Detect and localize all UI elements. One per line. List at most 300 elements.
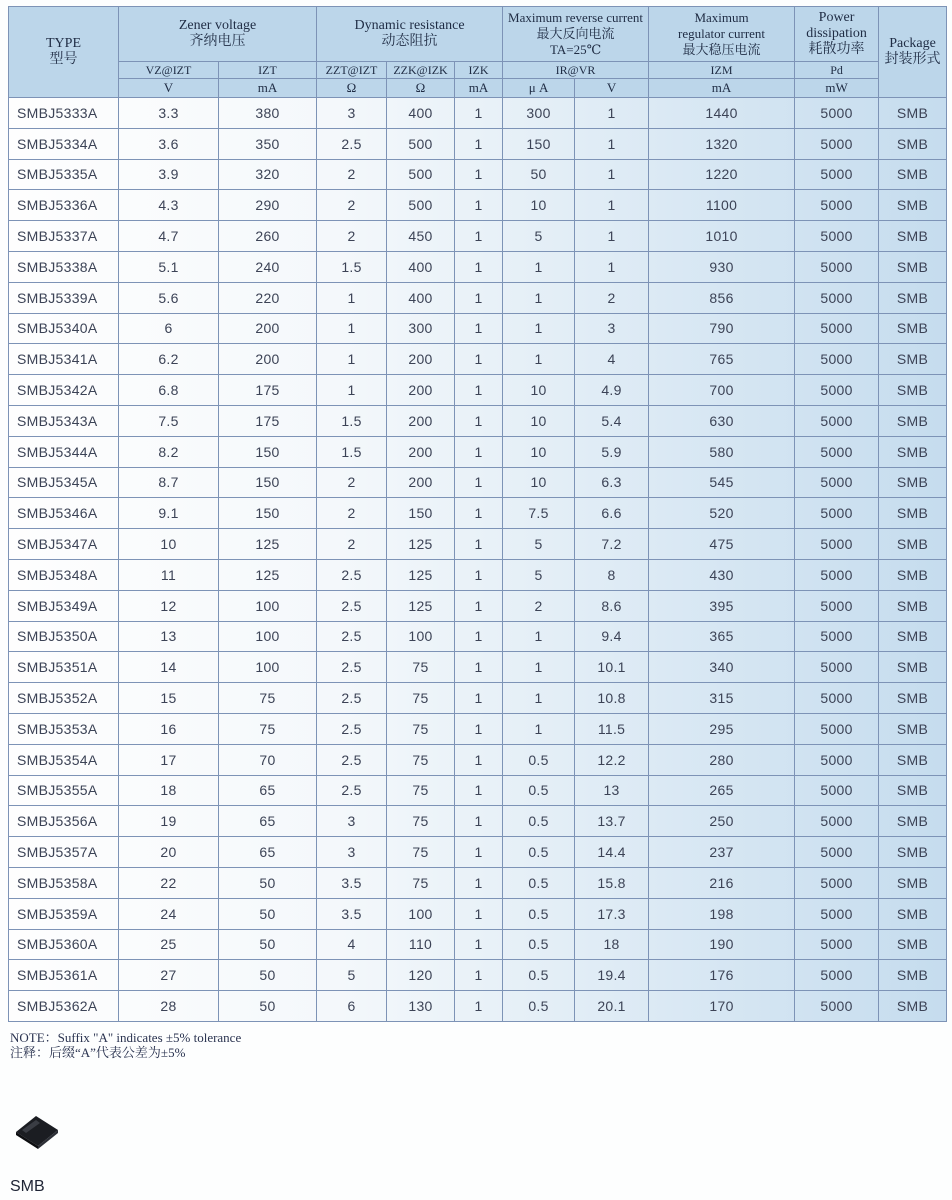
type-header xyxy=(9,7,119,98)
value-cell: 1 xyxy=(455,529,503,560)
value-cell: 16 xyxy=(119,713,219,744)
value-cell: 15 xyxy=(119,683,219,714)
table-row xyxy=(9,282,947,313)
dynamic-resistance-cn: 动态阻抗 xyxy=(381,34,438,49)
value-cell: 1 xyxy=(455,837,503,868)
value-cell: 100 xyxy=(219,590,317,621)
value-cell: 5000 xyxy=(795,837,879,868)
param-header: Pd xyxy=(795,62,879,79)
type-cell: SMBJ5345A xyxy=(9,467,119,498)
value-cell: 10 xyxy=(119,529,219,560)
value-cell: 190 xyxy=(649,929,795,960)
table-row xyxy=(9,221,947,252)
value-cell: 400 xyxy=(387,98,455,129)
value-cell: 520 xyxy=(649,498,795,529)
max-regulator-current-en2: regulator current xyxy=(678,26,766,41)
package-header xyxy=(879,7,947,98)
value-cell: 150 xyxy=(219,498,317,529)
value-cell: 1 xyxy=(455,806,503,837)
value-cell: 75 xyxy=(219,683,317,714)
value-cell: SMB xyxy=(879,867,947,898)
value-cell: 1 xyxy=(455,590,503,621)
value-cell: 13.7 xyxy=(575,806,649,837)
type-cell: SMBJ5362A xyxy=(9,991,119,1022)
value-cell: 75 xyxy=(387,806,455,837)
value-cell: 75 xyxy=(387,837,455,868)
value-cell: 5000 xyxy=(795,590,879,621)
value-cell: 2.5 xyxy=(317,652,387,683)
value-cell: 75 xyxy=(387,867,455,898)
value-cell: 5.6 xyxy=(119,282,219,313)
value-cell: 198 xyxy=(649,898,795,929)
table-row xyxy=(9,867,947,898)
value-cell: 19.4 xyxy=(575,960,649,991)
value-cell: SMB xyxy=(879,683,947,714)
value-cell: 1 xyxy=(455,98,503,129)
value-cell: 7.2 xyxy=(575,529,649,560)
type-cell: SMBJ5338A xyxy=(9,251,119,282)
table-row xyxy=(9,713,947,744)
value-cell: 0.5 xyxy=(503,806,575,837)
value-cell: SMB xyxy=(879,498,947,529)
value-cell: 790 xyxy=(649,313,795,344)
value-cell: 1 xyxy=(455,344,503,375)
value-cell: 5000 xyxy=(795,529,879,560)
value-cell: 1 xyxy=(455,498,503,529)
value-cell: 2 xyxy=(317,529,387,560)
value-cell: 3.6 xyxy=(119,128,219,159)
dynamic-resistance-en: Dynamic resistance xyxy=(354,18,465,33)
table-header xyxy=(9,7,947,98)
unit-header: mA xyxy=(455,79,503,98)
value-cell: 5000 xyxy=(795,375,879,406)
value-cell: 20 xyxy=(119,837,219,868)
value-cell: 5000 xyxy=(795,467,879,498)
value-cell: 200 xyxy=(387,436,455,467)
type-cell: SMBJ5346A xyxy=(9,498,119,529)
value-cell: 1 xyxy=(455,713,503,744)
table-row xyxy=(9,929,947,960)
value-cell: 10 xyxy=(503,375,575,406)
value-cell: 18 xyxy=(119,775,219,806)
value-cell: SMB xyxy=(879,991,947,1022)
value-cell: 500 xyxy=(387,190,455,221)
value-cell: 5000 xyxy=(795,713,879,744)
type-cell: SMBJ5359A xyxy=(9,898,119,929)
table-row xyxy=(9,775,947,806)
value-cell: 3.5 xyxy=(317,867,387,898)
zener-spec-table xyxy=(8,6,947,1022)
value-cell: 200 xyxy=(387,467,455,498)
value-cell: 400 xyxy=(387,282,455,313)
value-cell: SMB xyxy=(879,159,947,190)
value-cell: 1 xyxy=(455,867,503,898)
value-cell: 1010 xyxy=(649,221,795,252)
value-cell: SMB xyxy=(879,282,947,313)
type-cell: SMBJ5353A xyxy=(9,713,119,744)
value-cell: 28 xyxy=(119,991,219,1022)
value-cell: 3.3 xyxy=(119,98,219,129)
value-cell: 6 xyxy=(119,313,219,344)
value-cell: 10 xyxy=(503,405,575,436)
value-cell: 125 xyxy=(219,529,317,560)
value-cell: 125 xyxy=(387,590,455,621)
value-cell: 216 xyxy=(649,867,795,898)
type-cell: SMBJ5336A xyxy=(9,190,119,221)
value-cell: SMB xyxy=(879,98,947,129)
value-cell: 1 xyxy=(503,313,575,344)
value-cell: 5 xyxy=(503,559,575,590)
value-cell: 1 xyxy=(317,375,387,406)
value-cell: 6 xyxy=(317,991,387,1022)
table-row xyxy=(9,313,947,344)
power-dissipation-en2: dissipation xyxy=(806,26,867,41)
note-en: NOTE：Suffix "A" indicates ±5% tolerance xyxy=(10,1030,242,1045)
value-cell: 9.1 xyxy=(119,498,219,529)
value-cell: 350 xyxy=(219,128,317,159)
value-cell: 65 xyxy=(219,837,317,868)
param-header: IR@VR xyxy=(503,62,649,79)
value-cell: 3 xyxy=(317,98,387,129)
value-cell: 50 xyxy=(219,960,317,991)
table-row xyxy=(9,375,947,406)
unit-header: mW xyxy=(795,79,879,98)
value-cell: 200 xyxy=(219,344,317,375)
zener-voltage-header xyxy=(119,7,317,62)
value-cell: 1 xyxy=(317,313,387,344)
value-cell: 7.5 xyxy=(503,498,575,529)
value-cell: 150 xyxy=(387,498,455,529)
value-cell: 2 xyxy=(317,190,387,221)
type-cell: SMBJ5340A xyxy=(9,313,119,344)
value-cell: 75 xyxy=(387,775,455,806)
value-cell: 5 xyxy=(317,960,387,991)
value-cell: 75 xyxy=(387,713,455,744)
type-cell: SMBJ5351A xyxy=(9,652,119,683)
value-cell: 175 xyxy=(219,375,317,406)
type-cell: SMBJ5356A xyxy=(9,806,119,837)
unit-header: V xyxy=(575,79,649,98)
value-cell: 4.3 xyxy=(119,190,219,221)
value-cell: 400 xyxy=(387,251,455,282)
table-row xyxy=(9,498,947,529)
value-cell: 1 xyxy=(575,251,649,282)
value-cell: 5000 xyxy=(795,960,879,991)
value-cell: SMB xyxy=(879,375,947,406)
value-cell: 5000 xyxy=(795,282,879,313)
max-reverse-current-en: Maximum reverse current xyxy=(508,10,644,25)
table-row xyxy=(9,190,947,221)
value-cell: 500 xyxy=(387,159,455,190)
value-cell: 1 xyxy=(503,282,575,313)
value-cell: 1.5 xyxy=(317,405,387,436)
value-cell: 1 xyxy=(455,929,503,960)
value-cell: 1 xyxy=(455,621,503,652)
value-cell: 1 xyxy=(455,436,503,467)
param-header: IZM xyxy=(649,62,795,79)
value-cell: 765 xyxy=(649,344,795,375)
value-cell: 3.5 xyxy=(317,898,387,929)
value-cell: 3.9 xyxy=(119,159,219,190)
value-cell: 0.5 xyxy=(503,867,575,898)
value-cell: 175 xyxy=(219,405,317,436)
value-cell: SMB xyxy=(879,128,947,159)
value-cell: 1 xyxy=(455,405,503,436)
value-cell: 1 xyxy=(503,344,575,375)
note-cn: 注释：后缀“A”代表公差为±5% xyxy=(10,1045,186,1060)
type-cell: SMBJ5358A xyxy=(9,867,119,898)
value-cell: 1 xyxy=(575,190,649,221)
value-cell: 10 xyxy=(503,436,575,467)
max-regulator-current-en1: Maximum xyxy=(694,10,749,25)
value-cell: 8.2 xyxy=(119,436,219,467)
value-cell: 4.7 xyxy=(119,221,219,252)
value-cell: 5000 xyxy=(795,867,879,898)
value-cell: 1 xyxy=(455,313,503,344)
value-cell: 75 xyxy=(387,683,455,714)
value-cell: 1320 xyxy=(649,128,795,159)
table-body xyxy=(9,98,947,1022)
value-cell: 2 xyxy=(575,282,649,313)
value-cell: 5000 xyxy=(795,405,879,436)
value-cell: SMB xyxy=(879,405,947,436)
value-cell: 10.1 xyxy=(575,652,649,683)
value-cell: 1 xyxy=(455,221,503,252)
value-cell: 12.2 xyxy=(575,744,649,775)
package-header-en: Package xyxy=(889,36,936,51)
value-cell: 5000 xyxy=(795,744,879,775)
value-cell: 1.5 xyxy=(317,436,387,467)
value-cell: 125 xyxy=(219,559,317,590)
value-cell: SMB xyxy=(879,960,947,991)
value-cell: 1 xyxy=(503,652,575,683)
value-cell: 2 xyxy=(503,590,575,621)
value-cell: 130 xyxy=(387,991,455,1022)
value-cell: 6.3 xyxy=(575,467,649,498)
tolerance-note xyxy=(10,1030,241,1060)
table-row xyxy=(9,590,947,621)
value-cell: 50 xyxy=(219,898,317,929)
power-dissipation-header xyxy=(795,7,879,62)
value-cell: 100 xyxy=(387,898,455,929)
value-cell: 50 xyxy=(219,929,317,960)
value-cell: 200 xyxy=(387,375,455,406)
value-cell: 1 xyxy=(455,991,503,1022)
value-cell: 580 xyxy=(649,436,795,467)
value-cell: 500 xyxy=(387,128,455,159)
value-cell: SMB xyxy=(879,344,947,375)
value-cell: 5000 xyxy=(795,929,879,960)
value-cell: 2.5 xyxy=(317,775,387,806)
value-cell: 100 xyxy=(219,652,317,683)
value-cell: 1 xyxy=(455,559,503,590)
value-cell: 475 xyxy=(649,529,795,560)
table-row xyxy=(9,344,947,375)
value-cell: 1 xyxy=(317,344,387,375)
dynamic-resistance-header xyxy=(317,7,503,62)
value-cell: 380 xyxy=(219,98,317,129)
value-cell: 0.5 xyxy=(503,744,575,775)
type-header-en: TYPE xyxy=(46,36,81,51)
value-cell: 1 xyxy=(455,375,503,406)
value-cell: 2 xyxy=(317,467,387,498)
param-header: ZZK@IZK xyxy=(387,62,455,79)
param-header: ZZT@IZT xyxy=(317,62,387,79)
value-cell: 1 xyxy=(455,190,503,221)
value-cell: 365 xyxy=(649,621,795,652)
value-cell: 10 xyxy=(503,190,575,221)
value-cell: 545 xyxy=(649,467,795,498)
value-cell: 5000 xyxy=(795,991,879,1022)
value-cell: 2.5 xyxy=(317,590,387,621)
value-cell: 265 xyxy=(649,775,795,806)
value-cell: SMB xyxy=(879,529,947,560)
value-cell: 700 xyxy=(649,375,795,406)
value-cell: 5000 xyxy=(795,436,879,467)
value-cell: 4 xyxy=(575,344,649,375)
type-cell: SMBJ5339A xyxy=(9,282,119,313)
value-cell: 5000 xyxy=(795,683,879,714)
value-cell: 295 xyxy=(649,713,795,744)
value-cell: 6.6 xyxy=(575,498,649,529)
value-cell: 13 xyxy=(119,621,219,652)
type-cell: SMBJ5352A xyxy=(9,683,119,714)
table-row xyxy=(9,621,947,652)
value-cell: 0.5 xyxy=(503,837,575,868)
value-cell: 200 xyxy=(219,313,317,344)
unit-header: V xyxy=(119,79,219,98)
value-cell: 395 xyxy=(649,590,795,621)
value-cell: 15.8 xyxy=(575,867,649,898)
value-cell: SMB xyxy=(879,652,947,683)
value-cell: 200 xyxy=(387,344,455,375)
param-header: VZ@IZT xyxy=(119,62,219,79)
value-cell: SMB xyxy=(879,221,947,252)
value-cell: 1 xyxy=(455,744,503,775)
type-cell: SMBJ5333A xyxy=(9,98,119,129)
value-cell: 2 xyxy=(317,221,387,252)
value-cell: 2.5 xyxy=(317,128,387,159)
value-cell: SMB xyxy=(879,251,947,282)
value-cell: 2.5 xyxy=(317,744,387,775)
value-cell: 5000 xyxy=(795,190,879,221)
value-cell: 1 xyxy=(503,683,575,714)
value-cell: 0.5 xyxy=(503,929,575,960)
value-cell: 65 xyxy=(219,806,317,837)
package-label: SMB xyxy=(10,1178,45,1195)
type-cell: SMBJ5349A xyxy=(9,590,119,621)
value-cell: 2 xyxy=(317,498,387,529)
table-row xyxy=(9,991,947,1022)
type-cell: SMBJ5334A xyxy=(9,128,119,159)
value-cell: 2 xyxy=(317,159,387,190)
value-cell: 1 xyxy=(455,251,503,282)
unit-header: mA xyxy=(219,79,317,98)
type-cell: SMBJ5355A xyxy=(9,775,119,806)
value-cell: 1 xyxy=(455,652,503,683)
table-row xyxy=(9,159,947,190)
value-cell: SMB xyxy=(879,467,947,498)
value-cell: 280 xyxy=(649,744,795,775)
table-row xyxy=(9,467,947,498)
value-cell: 14 xyxy=(119,652,219,683)
value-cell: 3 xyxy=(317,806,387,837)
value-cell: 290 xyxy=(219,190,317,221)
max-regulator-current-header xyxy=(649,7,795,62)
type-cell: SMBJ5357A xyxy=(9,837,119,868)
value-cell: 3 xyxy=(317,837,387,868)
value-cell: 1 xyxy=(503,621,575,652)
value-cell: 315 xyxy=(649,683,795,714)
zener-voltage-cn: 齐纳电压 xyxy=(189,34,246,49)
value-cell: 450 xyxy=(387,221,455,252)
value-cell: 5000 xyxy=(795,251,879,282)
value-cell: 5000 xyxy=(795,221,879,252)
value-cell: 1 xyxy=(575,221,649,252)
table-row xyxy=(9,529,947,560)
value-cell: 50 xyxy=(219,867,317,898)
value-cell: 100 xyxy=(219,621,317,652)
table-row xyxy=(9,98,947,129)
value-cell: 220 xyxy=(219,282,317,313)
value-cell: 100 xyxy=(387,621,455,652)
value-cell: 1 xyxy=(455,683,503,714)
unit-header: μ A xyxy=(503,79,575,98)
value-cell: 70 xyxy=(219,744,317,775)
value-cell: SMB xyxy=(879,898,947,929)
value-cell: 13 xyxy=(575,775,649,806)
value-cell: 250 xyxy=(649,806,795,837)
value-cell: 5000 xyxy=(795,898,879,929)
value-cell: 1 xyxy=(503,713,575,744)
max-regulator-current-cn: 最大稳压电流 xyxy=(682,42,761,57)
value-cell: 1 xyxy=(455,898,503,929)
power-dissipation-cn: 耗散功率 xyxy=(808,42,865,57)
value-cell: 150 xyxy=(503,128,575,159)
value-cell: 75 xyxy=(219,713,317,744)
value-cell: 260 xyxy=(219,221,317,252)
value-cell: 8.7 xyxy=(119,467,219,498)
table-row xyxy=(9,806,947,837)
value-cell: 11.5 xyxy=(575,713,649,744)
value-cell: 10.8 xyxy=(575,683,649,714)
param-header: IZT xyxy=(219,62,317,79)
power-dissipation-en1: Power xyxy=(818,10,855,25)
value-cell: 150 xyxy=(219,467,317,498)
value-cell: 4.9 xyxy=(575,375,649,406)
value-cell: 2.5 xyxy=(317,713,387,744)
value-cell: 300 xyxy=(387,313,455,344)
value-cell: SMB xyxy=(879,837,947,868)
value-cell: 300 xyxy=(503,98,575,129)
value-cell: 50 xyxy=(503,159,575,190)
value-cell: SMB xyxy=(879,713,947,744)
value-cell: 1.5 xyxy=(317,251,387,282)
table-row xyxy=(9,436,947,467)
value-cell: SMB xyxy=(879,436,947,467)
value-cell: 630 xyxy=(649,405,795,436)
value-cell: 237 xyxy=(649,837,795,868)
value-cell: 5.4 xyxy=(575,405,649,436)
value-cell: 1 xyxy=(455,159,503,190)
unit-header: Ω xyxy=(387,79,455,98)
type-cell: SMBJ5347A xyxy=(9,529,119,560)
unit-header: Ω xyxy=(317,79,387,98)
value-cell: SMB xyxy=(879,559,947,590)
max-reverse-current-cond: TA=25℃ xyxy=(549,42,602,57)
value-cell: 5 xyxy=(503,529,575,560)
value-cell: 176 xyxy=(649,960,795,991)
